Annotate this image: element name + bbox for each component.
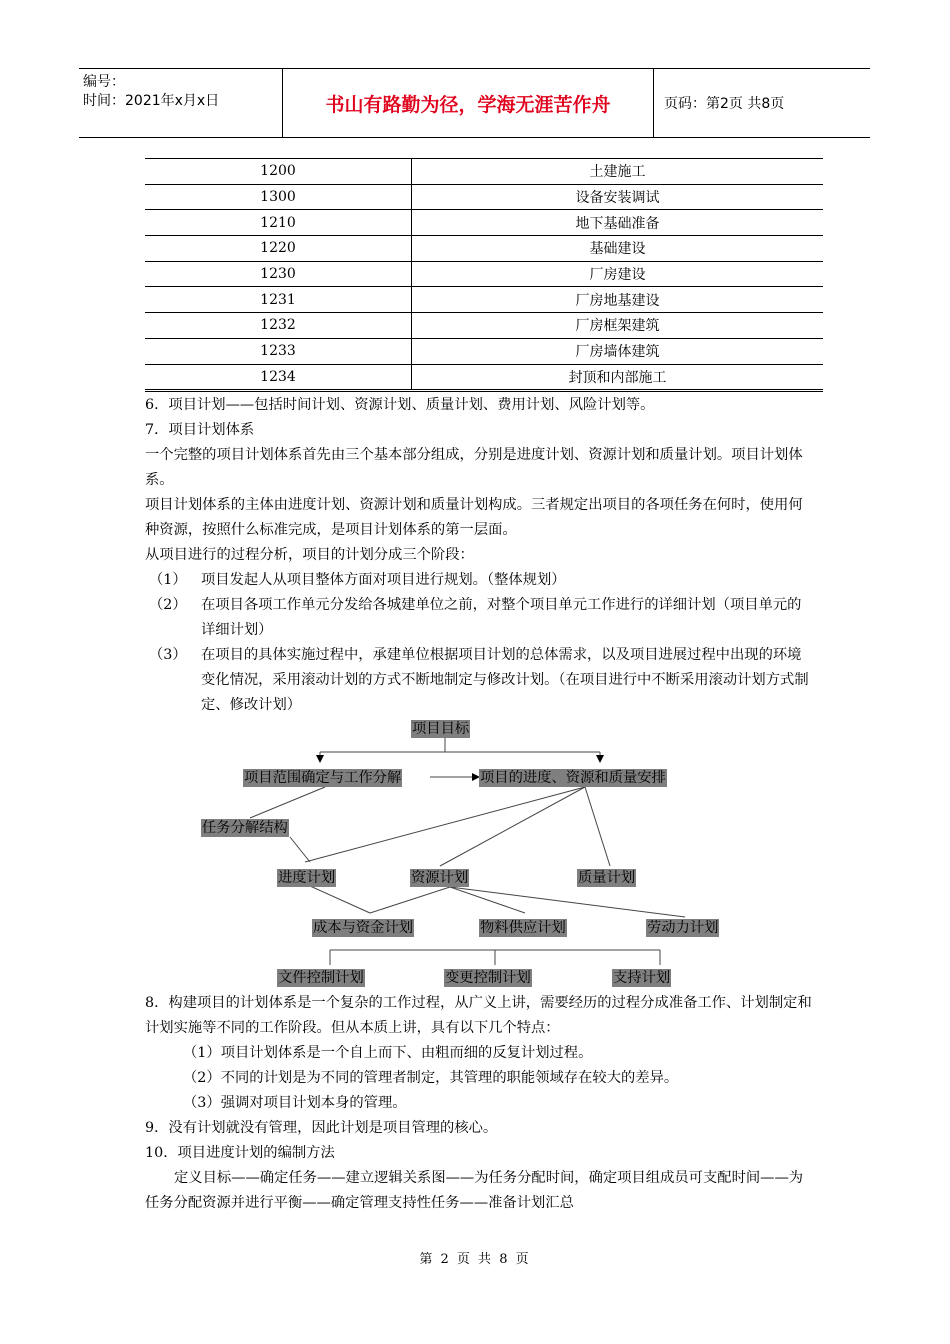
wbs-code-cell: 1300 xyxy=(145,184,412,210)
header-page-indicator: 页码：第2页 共8页 xyxy=(664,96,785,112)
node-schedule-plan: 进度计划 xyxy=(278,870,336,886)
paragraph-7-a: 一个完整的项目计划体系首先由三个基本部分组成，分别是进度计划、资源计划和质量计划。项目计划体系。 xyxy=(145,447,803,488)
wbs-task-cell: 土建施工 xyxy=(412,159,824,185)
table-row xyxy=(145,236,823,262)
connector-line xyxy=(290,837,310,862)
node-quality-plan: 质量计划 xyxy=(578,870,636,886)
node-change-control-plan: 变更控制计划 xyxy=(445,970,531,986)
header-meta xyxy=(83,73,279,111)
paragraph-10-title: 10．项目进度计划的编制方法 xyxy=(145,1145,335,1161)
stage-number: （3） xyxy=(149,647,187,663)
wbs-code-cell: 1230 xyxy=(145,261,412,287)
paragraph-8: 8．构建项目的计划体系是一个复杂的工作过程，从广义上讲，需要经历的过程分成准备工作、计划制定和计划实施等不同的工作阶段。但从本质上讲，具有以下几个特点： xyxy=(145,995,812,1036)
wbs-task-cell: 厂房墙体建筑 xyxy=(412,338,824,364)
stage-text: 在项目各项工作单元分发给各城建单位之前，对整个项目单元工作进行的详细计划（项目单元的详细计划） xyxy=(201,597,802,638)
arrow-head-icon xyxy=(316,755,324,763)
node-labor-plan: 劳动力计划 xyxy=(647,920,719,936)
page-footer: 第 2 页 共 8 页 xyxy=(419,1252,531,1267)
paragraph-9: 9．没有计划就没有管理，因此计划是项目管理的核心。 xyxy=(145,1120,498,1136)
node-project-goal: 项目目标 xyxy=(412,721,470,737)
table-row xyxy=(145,261,823,287)
wbs-task-cell: 厂房建设 xyxy=(412,261,824,287)
document-date-label: 时间：2021年x月x日 xyxy=(83,93,220,109)
paragraph-7-title: 7．项目计划体系 xyxy=(145,422,255,438)
wbs-task-cell: 基础建设 xyxy=(412,236,824,262)
wbs-task-cell: 设备安装调试 xyxy=(412,184,824,210)
page-header xyxy=(79,68,870,138)
connector-line xyxy=(440,787,585,866)
paragraph-7-c: 从项目进行的过程分析，项目的计划分成三个阶段： xyxy=(145,547,474,563)
arrow-head-icon xyxy=(596,755,604,763)
wbs-code-cell: 1200 xyxy=(145,159,412,185)
stage-text: 项目发起人从项目整体方面对项目进行规划。（整体规划） xyxy=(201,572,566,588)
stage-number: （2） xyxy=(149,597,187,613)
paragraph-10-body: 定义目标——确定任务——建立逻辑关系图——为任务分配时间，确定项目组成员可支配时间——为任务分配资源并进行平衡——确定管理支持性任务——准备计划汇总 xyxy=(145,1170,804,1211)
table-row xyxy=(145,313,823,339)
paragraph-6: 6．项目计划——包括时间计划、资源计划、质量计划、费用计划、风险计划等。 xyxy=(145,397,655,413)
node-document-control-plan: 文件控制计划 xyxy=(278,970,364,986)
table-row xyxy=(145,364,823,391)
paragraph-7-b: 项目计划体系的主体由进度计划、资源计划和质量计划构成。三者规定出项目的各项任务在何时，使用何种资源，按照什么标准完成，是项目计划体系的第一层面。 xyxy=(145,497,803,538)
connector-line xyxy=(370,887,450,913)
wbs-task-cell: 地下基础准备 xyxy=(412,210,824,236)
wbs-code-cell: 1232 xyxy=(145,313,412,339)
node-schedule-resource-quality: 项目的进度、资源和质量安排 xyxy=(480,770,666,786)
feature-point-2: （2）不同的计划是为不同的管理者制定，其管理的职能领域存在较大的差异。 xyxy=(183,1070,679,1086)
feature-point-3: （3）强调对项目计划本身的管理。 xyxy=(183,1095,407,1111)
connector-line xyxy=(450,887,525,913)
table-row xyxy=(145,210,823,236)
wbs-task-cell: 厂房框架建筑 xyxy=(412,313,824,339)
wbs-code-cell: 1233 xyxy=(145,338,412,364)
table-row xyxy=(145,159,823,185)
node-material-supply-plan: 物料供应计划 xyxy=(480,920,566,936)
connector-line xyxy=(450,887,685,917)
wbs-code-table xyxy=(145,158,823,392)
connector-line xyxy=(310,886,370,913)
table-row xyxy=(145,184,823,210)
connector-line xyxy=(585,787,610,866)
stage-text: 在项目的具体实施过程中，承建单位根据项目计划的总体需求，以及项目进展过程中出现的环境变化情况，采用滚动计划的方式不断地制定与修改计划。（在项目进行中不断采用滚动计划方式制定、修改计划） xyxy=(201,647,809,713)
node-cost-fund-plan: 成本与资金计划 xyxy=(313,920,414,936)
wbs-code-cell: 1220 xyxy=(145,236,412,262)
node-scope-definition: 项目范围确定与工作分解 xyxy=(244,770,402,786)
header-motto: 书山有路勤为径，学海无涯苦作舟 xyxy=(282,69,654,137)
node-support-plan: 支持计划 xyxy=(613,970,671,986)
feature-point-1: （1）项目计划体系是一个自上而下、由粗而细的反复计划过程。 xyxy=(183,1045,593,1061)
wbs-task-cell: 封顶和内部施工 xyxy=(412,364,824,391)
stage-number: （1） xyxy=(149,572,187,588)
node-wbs: 任务分解结构 xyxy=(202,820,288,836)
connector-line xyxy=(305,787,585,862)
connector-line xyxy=(250,787,325,818)
document-number-label: 编号： xyxy=(83,74,125,90)
wbs-code-cell: 1210 xyxy=(145,210,412,236)
wbs-task-cell: 厂房地基建设 xyxy=(412,287,824,313)
wbs-code-cell: 1234 xyxy=(145,364,412,391)
table-row xyxy=(145,338,823,364)
table-row xyxy=(145,287,823,313)
node-resource-plan: 资源计划 xyxy=(411,870,469,886)
wbs-code-cell: 1231 xyxy=(145,287,412,313)
